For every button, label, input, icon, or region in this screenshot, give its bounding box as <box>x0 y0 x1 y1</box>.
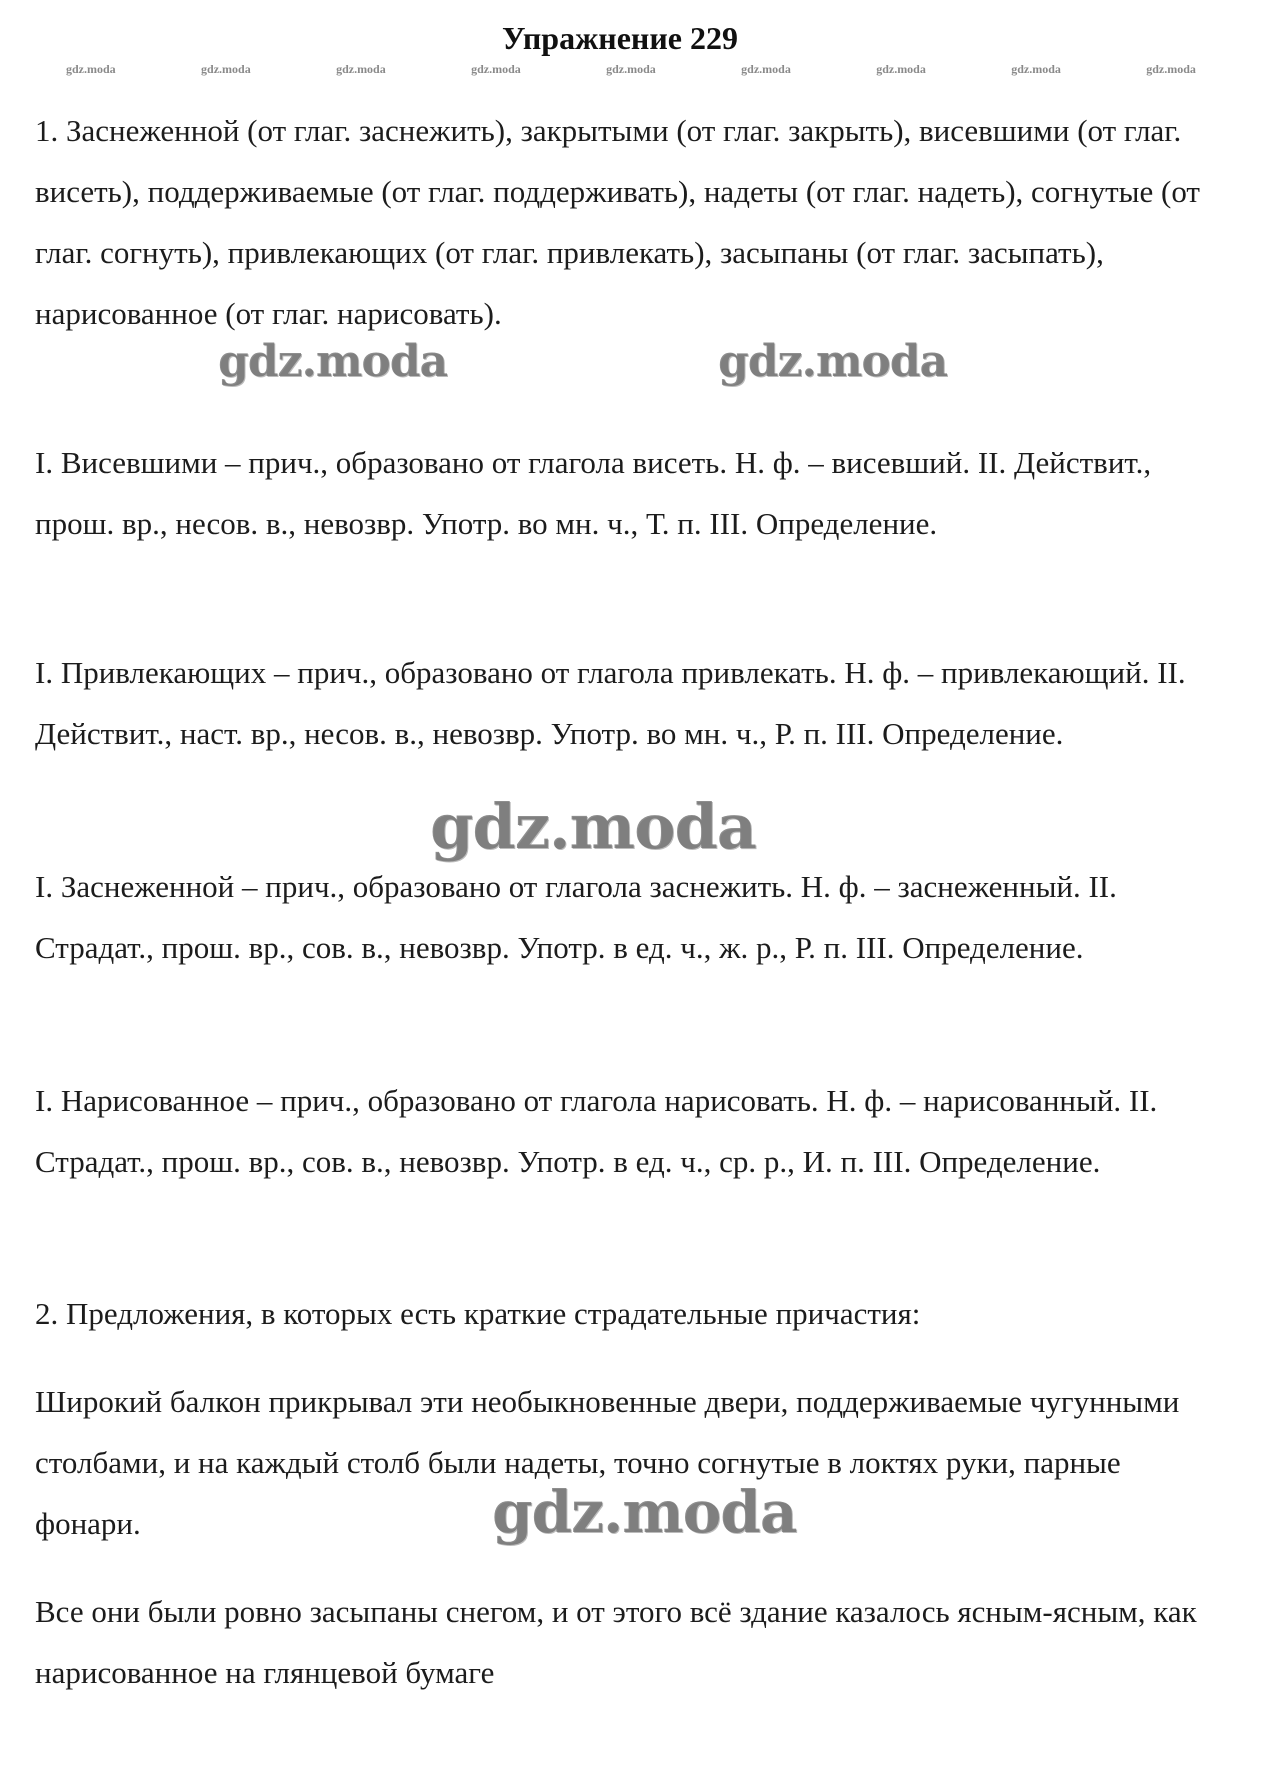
watermark-strip <box>66 62 1196 77</box>
watermark-small: gdz.moda <box>201 62 251 76</box>
paragraph-task-1: 1. Заснеженной (от глаг. заснежить), закрытыми (от глаг. закрыть), висевшими (от глаг. висеть), поддерживаемые (от глаг. поддерживать), надеты (от глаг. надеть), согнутые (от глаг. согнуть), привлекающих (от глаг. привлекать), засыпаны (от глаг. засыпать), нарисованное (от глаг. нарисовать). <box>35 113 1200 331</box>
paragraph-analysis-visevshimi: I. Висевшими – прич., образовано от глагола висеть. Н. ф. – висевший. II. Действит., прош. вр., несов. в., невозвр. Употр. во мн. ч., Т. п. III. Определение. <box>35 445 1152 541</box>
paragraph-analysis-zasnezhennoy: I. Заснеженной – прич., образовано от глагола заснежить. Н. ф. – заснеженный. II. Страдат., прош. вр., сов. в., невозвр. Употр. в ед. ч., ж. р., Р. п. III. Определение. <box>35 869 1117 965</box>
watermark-large: gdz.moda <box>430 790 756 863</box>
paragraph-analysis-privlekayushchikh: I. Привлекающих – прич., образовано от глагола привлекать. Н. ф. – привлекающий. II. Действит., наст. вр., несов. в., невозвр. Употр. во мн. ч., Р. п. III. Определение. <box>35 655 1186 751</box>
paragraph-sentence-2: Все они были ровно засыпаны снегом, и от этого всё здание казалось ясным-ясным, как нарисованное на глянцевой бумаге <box>35 1594 1197 1690</box>
paragraph-task-2: 2. Предложения, в которых есть краткие страдательные причастия: <box>35 1296 921 1331</box>
watermark-small: gdz.moda <box>66 62 116 76</box>
watermark-large: gdz.moda <box>492 1478 797 1546</box>
watermark-small: gdz.moda <box>336 62 386 76</box>
page-title: Упражнение 229 <box>501 20 738 56</box>
paragraph-analysis-narisovannoe: I. Нарисованное – прич., образовано от глагола нарисовать. Н. ф. – нарисованный. II. Страдат., прош. вр., сов. в., невозвр. Употр. в ед. ч., ср. р., И. п. III. Определение. <box>35 1083 1158 1179</box>
watermark-large: gdz.moda <box>218 336 448 387</box>
watermark-small: gdz.moda <box>876 62 926 76</box>
paragraph-sentence-1: Широкий балкон прикрывал эти необыкновенные двери, поддерживаемые чугунными столбами, и на каждый столб были надеты, точно согнутые в локтях руки, парные фонари. <box>35 1384 1180 1541</box>
watermark-small: gdz.moda <box>741 62 791 76</box>
watermark-large: gdz.moda <box>718 336 948 387</box>
watermark-small: gdz.moda <box>1146 62 1196 76</box>
watermark-small: gdz.moda <box>1011 62 1061 76</box>
watermark-small: gdz.moda <box>471 62 521 76</box>
watermark-small: gdz.moda <box>606 62 656 76</box>
